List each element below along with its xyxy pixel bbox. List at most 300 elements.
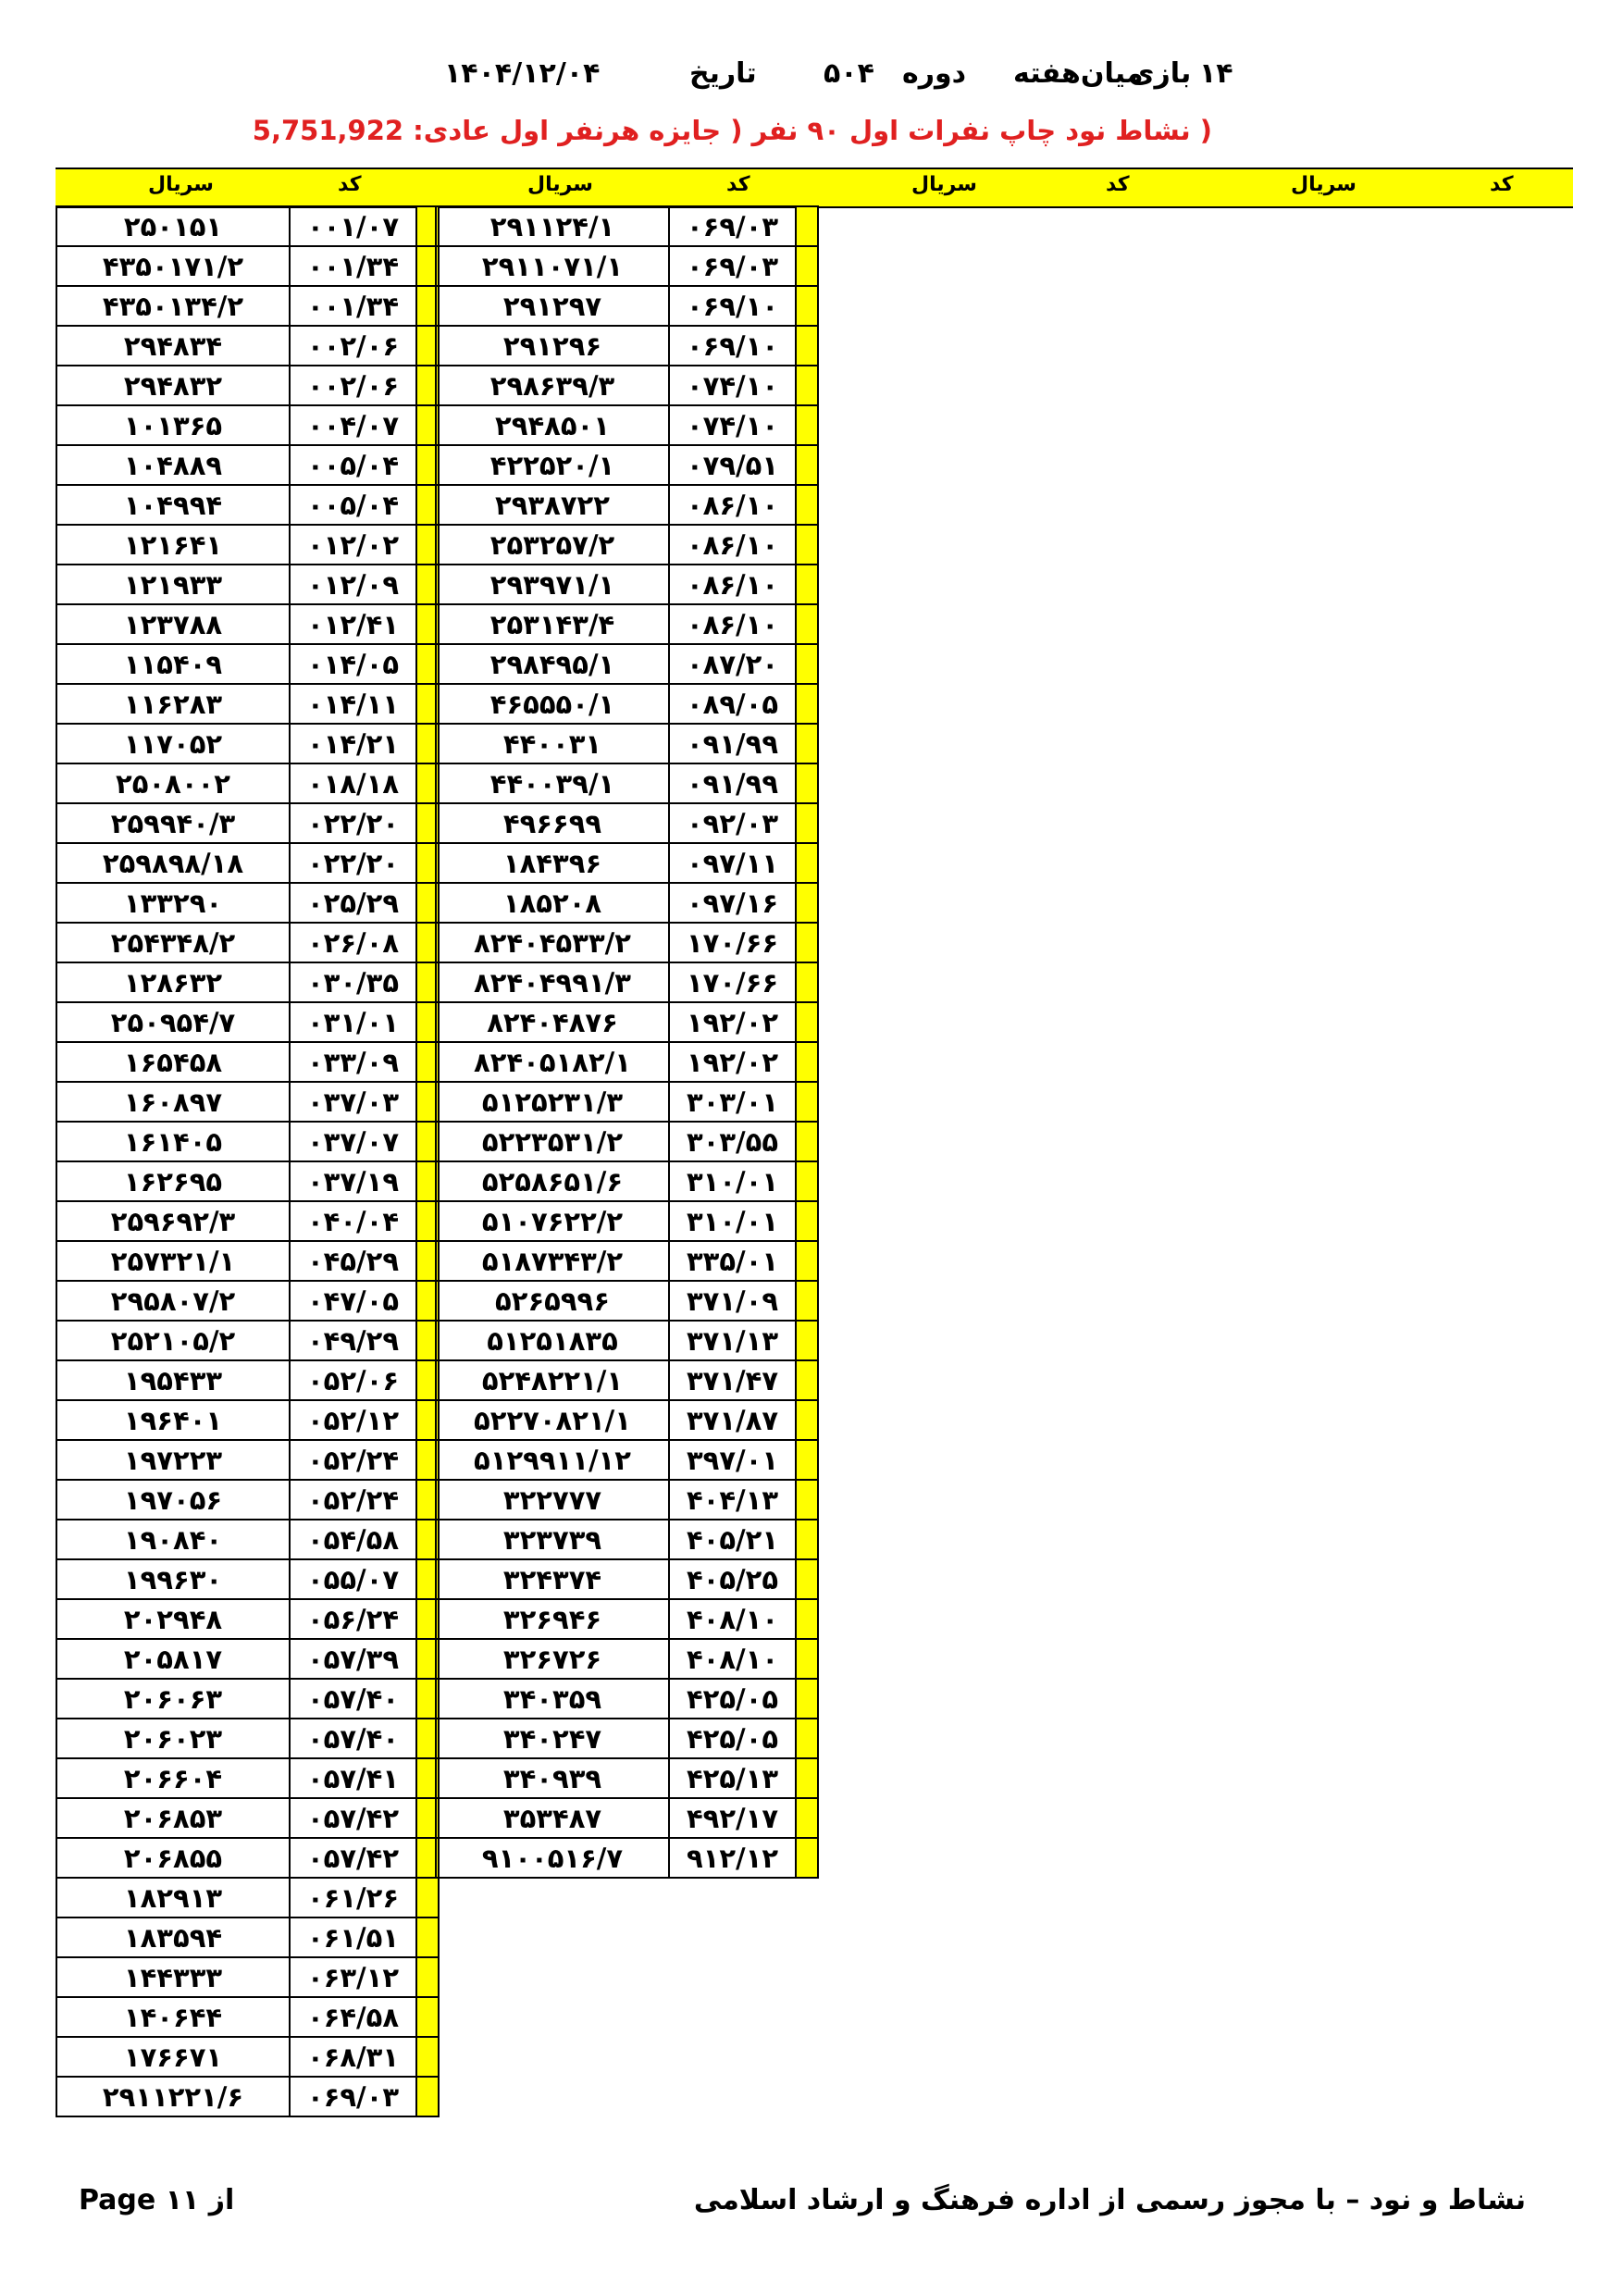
serial-cell: ۲۹۴۸۵۰۱ xyxy=(436,405,669,445)
serial-cell: ۲۵۳۱۴۳/۴ xyxy=(436,604,669,644)
highlight-cell xyxy=(796,883,818,923)
table-row xyxy=(436,485,818,525)
date-label: تاریخ xyxy=(689,57,757,90)
code-cell: ۰۱۲/۴۱ xyxy=(290,604,416,644)
code-cell: ۰۲۶/۰۸ xyxy=(290,923,416,962)
table-row xyxy=(56,1917,439,1957)
highlight-cell xyxy=(796,604,818,644)
highlight-cell xyxy=(796,923,818,962)
code-cell: ۰۰۱/۳۴ xyxy=(290,246,416,286)
code-cell: ۰۷۹/۵۱ xyxy=(669,445,796,485)
highlight-cell xyxy=(796,962,818,1002)
code-cell: ۳۷۱/۱۳ xyxy=(669,1321,796,1360)
table-row xyxy=(56,1798,439,1838)
highlight-cell xyxy=(796,1201,818,1241)
code-cell: ۰۳۱/۰۱ xyxy=(290,1002,416,1042)
serial-cell: ۴۳۵۰۱۷۱/۲ xyxy=(56,246,290,286)
serial-cell: ۱۹۶۴۰۱ xyxy=(56,1400,290,1440)
code-cell: ۰۸۶/۱۰ xyxy=(669,525,796,565)
serial-cell: ۲۹۱۲۹۶ xyxy=(436,326,669,366)
highlight-cell xyxy=(416,1878,439,1917)
highlight-cell xyxy=(796,405,818,445)
serial-cell: ۲۹۱۲۹۷ xyxy=(436,286,669,326)
highlight-cell xyxy=(796,1838,818,1878)
serial-cell: ۵۱۰۷۶۲۲/۲ xyxy=(436,1201,669,1241)
serial-cell: ۲۵۹۶۹۲/۳ xyxy=(56,1201,290,1241)
highlight-cell xyxy=(416,1957,439,1997)
table-row xyxy=(56,883,439,923)
code-cell: ۰۰۵/۰۴ xyxy=(290,445,416,485)
code-cell: ۴۹۲/۱۷ xyxy=(669,1798,796,1838)
table-row xyxy=(436,1679,818,1719)
code-cell: ۰۱۲/۰۲ xyxy=(290,525,416,565)
highlight-cell xyxy=(416,1917,439,1957)
serial-cell: ۱۰۴۹۹۴ xyxy=(56,485,290,525)
serial-cell: ۱۹۷۰۵۶ xyxy=(56,1480,290,1520)
code-cell: ۰۵۲/۲۴ xyxy=(290,1480,416,1520)
table-row xyxy=(56,1559,439,1599)
serial-cell: ۴۶۵۵۵۰/۱ xyxy=(436,684,669,724)
highlight-cell xyxy=(796,1281,818,1321)
table-row xyxy=(56,2037,439,2077)
code-cell: ۰۵۷/۳۹ xyxy=(290,1639,416,1679)
serial-cell: ۱۱۷۰۵۲ xyxy=(56,724,290,763)
serial-cell: ۱۴۰۶۴۴ xyxy=(56,1997,290,2037)
highlight-cell xyxy=(416,2037,439,2077)
code-cell: ۰۴۷/۰۵ xyxy=(290,1281,416,1321)
code-cell: ۰۵۵/۰۷ xyxy=(290,1559,416,1599)
highlight-cell xyxy=(796,1241,818,1281)
table-row xyxy=(436,604,818,644)
highlight-cell xyxy=(796,485,818,525)
code-cell: ۳۰۳/۰۱ xyxy=(669,1082,796,1122)
code-cell: ۰۲۵/۲۹ xyxy=(290,883,416,923)
code-cell: ۰۵۷/۴۲ xyxy=(290,1798,416,1838)
serial-cell: ۴۲۲۵۲۰/۱ xyxy=(436,445,669,485)
table-row xyxy=(56,1679,439,1719)
code-cell: ۰۷۴/۱۰ xyxy=(669,366,796,405)
highlight-cell xyxy=(416,2077,439,2116)
highlight-cell xyxy=(796,326,818,366)
serial-cell: ۵۱۲۵۱۸۳۵ xyxy=(436,1321,669,1360)
serial-cell: ۵۱۸۷۳۴۳/۲ xyxy=(436,1241,669,1281)
table-row xyxy=(436,1002,818,1042)
serial-cell: ۴۴۰۰۳۱ xyxy=(436,724,669,763)
highlight-cell xyxy=(796,206,818,246)
code-cell: ۴۲۵/۱۳ xyxy=(669,1758,796,1798)
code-cell: ۰۰۱/۳۴ xyxy=(290,286,416,326)
highlight-cell xyxy=(796,724,818,763)
serial-cell: ۱۶۱۴۰۵ xyxy=(56,1122,290,1161)
serial-cell: ۱۰۱۳۶۵ xyxy=(56,405,290,445)
code-cell: ۰۱۲/۰۹ xyxy=(290,565,416,604)
serial-cell: ۱۹۵۴۳۳ xyxy=(56,1360,290,1400)
table-row xyxy=(436,1321,818,1360)
serial-cell: ۲۹۱۱۲۲۱/۶ xyxy=(56,2077,290,2116)
serial-cell: ۲۵۰۸۰۰۲ xyxy=(56,763,290,803)
serial-cell: ۱۲۳۷۸۸ xyxy=(56,604,290,644)
serial-cell: ۱۹۰۸۴۰ xyxy=(56,1520,290,1559)
table-row xyxy=(56,1440,439,1480)
winners-table-left xyxy=(56,205,440,2117)
code-cell: ۰۵۷/۴۲ xyxy=(290,1838,416,1878)
serial-cell: ۱۸۵۲۰۸ xyxy=(436,883,669,923)
table-row xyxy=(436,1758,818,1798)
code-cell: ۰۵۲/۱۲ xyxy=(290,1400,416,1440)
game-number: ۱۴ xyxy=(1199,57,1233,90)
serial-cell: ۳۴۰۲۴۷ xyxy=(436,1719,669,1758)
code-cell: ۰۵۷/۴۰ xyxy=(290,1679,416,1719)
highlight-cell xyxy=(796,1440,818,1480)
highlight-cell xyxy=(796,1520,818,1559)
code-cell: ۰۶۹/۱۰ xyxy=(669,286,796,326)
serial-cell: ۵۲۲۷۰۸۲۱/۱ xyxy=(436,1400,669,1440)
winners-table-right xyxy=(435,205,819,1879)
code-cell: ۰۴۹/۲۹ xyxy=(290,1321,416,1360)
code-cell: ۳۰۳/۵۵ xyxy=(669,1122,796,1161)
serial-cell: ۲۰۶۰۶۳ xyxy=(56,1679,290,1719)
code-cell: ۰۰۲/۰۶ xyxy=(290,326,416,366)
code-cell: ۳۹۷/۰۱ xyxy=(669,1440,796,1480)
serial-cell: ۱۸۳۵۹۴ xyxy=(56,1917,290,1957)
table-row xyxy=(436,206,818,246)
serial-cell: ۱۱۵۴۰۹ xyxy=(56,644,290,684)
highlight-cell xyxy=(796,644,818,684)
highlight-cell xyxy=(796,1480,818,1520)
table-row xyxy=(436,326,818,366)
code-cell: ۰۱۸/۱۸ xyxy=(290,763,416,803)
serial-cell: ۲۹۳۹۷۱/۱ xyxy=(436,565,669,604)
serial-cell: ۵۱۲۹۹۱۱/۱۲ xyxy=(436,1440,669,1480)
table-row xyxy=(56,1878,439,1917)
serial-cell: ۲۹۱۱۰۷۱/۱ xyxy=(436,246,669,286)
serial-cell: ۱۸۴۳۹۶ xyxy=(436,843,669,883)
highlight-cell xyxy=(796,1042,818,1082)
code-cell: ۱۹۲/۰۲ xyxy=(669,1002,796,1042)
serial-cell: ۲۵۲۱۰۵/۲ xyxy=(56,1321,290,1360)
highlight-cell xyxy=(796,1002,818,1042)
code-cell: ۳۳۵/۰۱ xyxy=(669,1241,796,1281)
table-row xyxy=(56,843,439,883)
table-row xyxy=(436,684,818,724)
code-cell: ۰۰۱/۰۷ xyxy=(290,206,416,246)
code-cell: ۰۹۲/۰۳ xyxy=(669,803,796,843)
table-row xyxy=(56,1997,439,2037)
code-cell: ۰۱۴/۲۱ xyxy=(290,724,416,763)
table-row xyxy=(56,763,439,803)
table-row xyxy=(56,445,439,485)
table-row xyxy=(56,1002,439,1042)
table-row xyxy=(436,1082,818,1122)
table-row xyxy=(436,1281,818,1321)
code-cell: ۰۶۴/۵۸ xyxy=(290,1997,416,2037)
date-value: ۱۴۰۴/۱۲/۰۴ xyxy=(444,57,601,90)
highlight-cell xyxy=(796,1599,818,1639)
serial-cell: ۳۴۰۳۵۹ xyxy=(436,1679,669,1719)
serial-cell: ۱۶۰۸۹۷ xyxy=(56,1082,290,1122)
column-header-bar xyxy=(56,168,1573,208)
header-line-1 xyxy=(0,57,1623,98)
code-cell: ۰۶۳/۱۲ xyxy=(290,1957,416,1997)
col-serial-1: سریال xyxy=(148,173,214,196)
code-cell: ۰۹۱/۹۹ xyxy=(669,763,796,803)
code-cell: ۰۸۶/۱۰ xyxy=(669,604,796,644)
code-cell: ۳۷۱/۴۷ xyxy=(669,1360,796,1400)
code-cell: ۴۰۸/۱۰ xyxy=(669,1639,796,1679)
code-cell: ۰۳۰/۳۵ xyxy=(290,962,416,1002)
serial-cell: ۳۵۳۴۸۷ xyxy=(436,1798,669,1838)
table-row xyxy=(436,1599,818,1639)
table-row xyxy=(436,1559,818,1599)
table-row xyxy=(436,1719,818,1758)
serial-cell: ۲۵۷۳۲۱/۱ xyxy=(56,1241,290,1281)
table-row xyxy=(436,883,818,923)
code-cell: ۰۶۹/۱۰ xyxy=(669,326,796,366)
code-cell: ۰۵۷/۴۰ xyxy=(290,1719,416,1758)
code-cell: ۰۳۷/۰۳ xyxy=(290,1082,416,1122)
serial-cell: ۱۲۱۶۴۱ xyxy=(56,525,290,565)
serial-cell: ۲۹۳۸۷۲۲ xyxy=(436,485,669,525)
table-row xyxy=(436,803,818,843)
code-cell: ۰۳۷/۰۷ xyxy=(290,1122,416,1161)
col-serial-3: سریال xyxy=(911,173,977,196)
serial-cell: ۲۰۶۸۵۵ xyxy=(56,1838,290,1878)
highlight-cell xyxy=(796,1400,818,1440)
serial-cell: ۱۶۵۴۵۸ xyxy=(56,1042,290,1082)
table-row xyxy=(56,1957,439,1997)
serial-cell: ۱۳۳۲۹۰ xyxy=(56,883,290,923)
serial-cell: ۲۰۶۶۰۴ xyxy=(56,1758,290,1798)
table-row xyxy=(56,1639,439,1679)
code-cell: ۰۸۶/۱۰ xyxy=(669,565,796,604)
game-label: بازی xyxy=(1129,57,1192,90)
serial-cell: ۹۱۰۰۵۱۶/۷ xyxy=(436,1838,669,1878)
serial-cell: ۳۲۲۷۷۷ xyxy=(436,1480,669,1520)
serial-cell: ۴۹۶۶۹۹ xyxy=(436,803,669,843)
table-row xyxy=(436,763,818,803)
code-cell: ۴۰۸/۱۰ xyxy=(669,1599,796,1639)
table-row xyxy=(436,1042,818,1082)
code-cell: ۰۵۴/۵۸ xyxy=(290,1520,416,1559)
highlight-cell xyxy=(796,246,818,286)
table-row xyxy=(436,1201,818,1241)
code-cell: ۱۷۰/۶۶ xyxy=(669,923,796,962)
table-row xyxy=(436,565,818,604)
table-row xyxy=(56,923,439,962)
serial-cell: ۵۲۴۸۲۲۱/۱ xyxy=(436,1360,669,1400)
table-row xyxy=(56,366,439,405)
header-line-2: ( نشاط نود چاپ نفرات اول ۹۰ نفر ( جایزه هرنفر اول عادی: 5,751,922 xyxy=(252,115,1212,146)
table-row xyxy=(436,724,818,763)
table-row xyxy=(436,1360,818,1400)
serial-cell: ۲۵۹۸۹۸/۱۸ xyxy=(56,843,290,883)
code-cell: ۰۶۹/۰۳ xyxy=(290,2077,416,2116)
code-cell: ۰۴۵/۲۹ xyxy=(290,1241,416,1281)
col-serial-2: سریال xyxy=(527,173,593,196)
col-code-2: کد xyxy=(726,173,750,196)
highlight-cell xyxy=(796,1798,818,1838)
serial-cell: ۴۳۵۰۱۳۴/۲ xyxy=(56,286,290,326)
code-cell: ۴۲۵/۰۵ xyxy=(669,1719,796,1758)
highlight-cell xyxy=(796,843,818,883)
code-cell: ۳۷۱/۸۷ xyxy=(669,1400,796,1440)
table-row xyxy=(56,1520,439,1559)
highlight-cell xyxy=(796,1639,818,1679)
code-cell: ۱۹۲/۰۲ xyxy=(669,1042,796,1082)
serial-cell: ۲۹۵۸۰۷/۲ xyxy=(56,1281,290,1321)
period-label: دوره xyxy=(902,57,967,90)
table-row xyxy=(56,1042,439,1082)
table-row xyxy=(56,206,439,246)
table-row xyxy=(56,565,439,604)
code-cell: ۰۶۱/۲۶ xyxy=(290,1878,416,1917)
code-cell: ۰۳۳/۰۹ xyxy=(290,1042,416,1082)
code-cell: ۰۴۰/۰۴ xyxy=(290,1201,416,1241)
serial-cell: ۸۲۴۰۴۹۹۱/۳ xyxy=(436,962,669,1002)
table-row xyxy=(56,1321,439,1360)
table-row xyxy=(56,962,439,1002)
footer-notice: نشاط و نود – با مجوز رسمی از اداره فرهنگ و ارشاد اسلامی xyxy=(693,2184,1526,2216)
serial-cell: ۲۹۸۴۹۵/۱ xyxy=(436,644,669,684)
highlight-cell xyxy=(796,1161,818,1201)
table-row xyxy=(56,1480,439,1520)
table-row xyxy=(56,604,439,644)
code-cell: ۰۲۲/۲۰ xyxy=(290,843,416,883)
code-cell: ۰۸۶/۱۰ xyxy=(669,485,796,525)
table-row xyxy=(436,1639,818,1679)
code-cell: ۰۳۷/۱۹ xyxy=(290,1161,416,1201)
serial-cell: ۱۹۹۶۳۰ xyxy=(56,1559,290,1599)
serial-cell: ۱۱۶۲۸۳ xyxy=(56,684,290,724)
table-row xyxy=(56,1758,439,1798)
code-cell: ۴۰۵/۲۱ xyxy=(669,1520,796,1559)
highlight-cell xyxy=(796,445,818,485)
table-row xyxy=(436,644,818,684)
serial-cell: ۲۹۴۸۳۴ xyxy=(56,326,290,366)
table-row xyxy=(56,1599,439,1639)
highlight-cell xyxy=(796,1082,818,1122)
period-number: ۵۰۴ xyxy=(824,57,874,90)
code-cell: ۹۱۲/۱۲ xyxy=(669,1838,796,1878)
code-cell: ۰۰۲/۰۶ xyxy=(290,366,416,405)
serial-cell: ۲۰۶۸۵۳ xyxy=(56,1798,290,1838)
code-cell: ۰۵۷/۴۱ xyxy=(290,1758,416,1798)
table-row xyxy=(56,405,439,445)
serial-cell: ۳۲۶۷۲۶ xyxy=(436,1639,669,1679)
code-cell: ۰۶۹/۰۳ xyxy=(669,246,796,286)
code-cell: ۴۰۴/۱۳ xyxy=(669,1480,796,1520)
table-row xyxy=(436,1161,818,1201)
table-row xyxy=(436,445,818,485)
serial-cell: ۳۲۴۳۷۴ xyxy=(436,1559,669,1599)
table-row xyxy=(56,803,439,843)
highlight-cell xyxy=(796,1758,818,1798)
table-row xyxy=(56,1400,439,1440)
serial-cell: ۱۰۴۸۸۹ xyxy=(56,445,290,485)
serial-cell: ۸۲۴۰۴۸۷۶ xyxy=(436,1002,669,1042)
highlight-cell xyxy=(796,1321,818,1360)
table-row xyxy=(56,1719,439,1758)
highlight-cell xyxy=(796,1559,818,1599)
code-cell: ۰۶۱/۵۱ xyxy=(290,1917,416,1957)
code-cell: ۰۶۹/۰۳ xyxy=(669,206,796,246)
code-cell: ۴۲۵/۰۵ xyxy=(669,1679,796,1719)
serial-cell: ۱۸۲۹۱۳ xyxy=(56,1878,290,1917)
serial-cell: ۲۹۸۶۳۹/۳ xyxy=(436,366,669,405)
serial-cell: ۴۴۰۰۳۹/۱ xyxy=(436,763,669,803)
highlight-cell xyxy=(796,1719,818,1758)
highlight-cell xyxy=(796,286,818,326)
highlight-cell xyxy=(796,525,818,565)
code-cell: ۰۹۷/۱۶ xyxy=(669,883,796,923)
table-row xyxy=(56,246,439,286)
table-row xyxy=(56,1281,439,1321)
serial-cell: ۸۲۴۰۵۱۸۲/۱ xyxy=(436,1042,669,1082)
table-row xyxy=(436,246,818,286)
table-row xyxy=(56,1201,439,1241)
table-row xyxy=(436,1838,818,1878)
table-row xyxy=(56,724,439,763)
table-row xyxy=(56,1838,439,1878)
serial-cell: ۱۹۷۲۲۳ xyxy=(56,1440,290,1480)
serial-cell: ۱۲۸۶۳۲ xyxy=(56,962,290,1002)
table-row xyxy=(436,843,818,883)
week-label: میان‌هفته xyxy=(1013,57,1144,90)
table-row xyxy=(436,405,818,445)
serial-cell: ۱۶۲۶۹۵ xyxy=(56,1161,290,1201)
table-row xyxy=(56,1241,439,1281)
code-cell: ۰۰۵/۰۴ xyxy=(290,485,416,525)
code-cell: ۳۱۰/۰۱ xyxy=(669,1161,796,1201)
code-cell: ۴۰۵/۲۵ xyxy=(669,1559,796,1599)
table-row xyxy=(436,1520,818,1559)
table-row xyxy=(56,1122,439,1161)
table-row xyxy=(436,962,818,1002)
serial-cell: ۵۱۲۵۲۳۱/۳ xyxy=(436,1082,669,1122)
highlight-cell xyxy=(796,763,818,803)
highlight-cell xyxy=(796,366,818,405)
col-code-3: کد xyxy=(1106,173,1130,196)
code-cell: ۰۸۹/۰۵ xyxy=(669,684,796,724)
table-row xyxy=(56,485,439,525)
table-row xyxy=(436,1241,818,1281)
serial-cell: ۵۲۶۵۹۹۶ xyxy=(436,1281,669,1321)
code-cell: ۰۹۷/۱۱ xyxy=(669,843,796,883)
serial-cell: ۲۵۰۹۵۴/۷ xyxy=(56,1002,290,1042)
serial-cell: ۱۲۱۹۳۳ xyxy=(56,565,290,604)
code-cell: ۱۷۰/۶۶ xyxy=(669,962,796,1002)
table-row xyxy=(436,366,818,405)
serial-cell: ۸۲۴۰۴۵۳۳/۲ xyxy=(436,923,669,962)
table-row xyxy=(436,1480,818,1520)
serial-cell: ۲۵۰۱۵۱ xyxy=(56,206,290,246)
serial-cell: ۳۲۳۷۳۹ xyxy=(436,1520,669,1559)
serial-cell: ۵۲۵۸۶۵۱/۶ xyxy=(436,1161,669,1201)
table-row xyxy=(56,1360,439,1400)
code-cell: ۰۵۲/۲۴ xyxy=(290,1440,416,1480)
table-row xyxy=(436,286,818,326)
table-row xyxy=(56,326,439,366)
col-code-1: کد xyxy=(338,173,362,196)
highlight-cell xyxy=(796,803,818,843)
code-cell: ۰۸۷/۲۰ xyxy=(669,644,796,684)
serial-cell: ۱۴۴۳۳۳ xyxy=(56,1957,290,1997)
page-number: Page ۱۱ از xyxy=(79,2184,235,2216)
highlight-cell xyxy=(796,1360,818,1400)
code-cell: ۰۰۴/۰۷ xyxy=(290,405,416,445)
code-cell: ۰۱۴/۱۱ xyxy=(290,684,416,724)
code-cell: ۰۵۶/۲۴ xyxy=(290,1599,416,1639)
